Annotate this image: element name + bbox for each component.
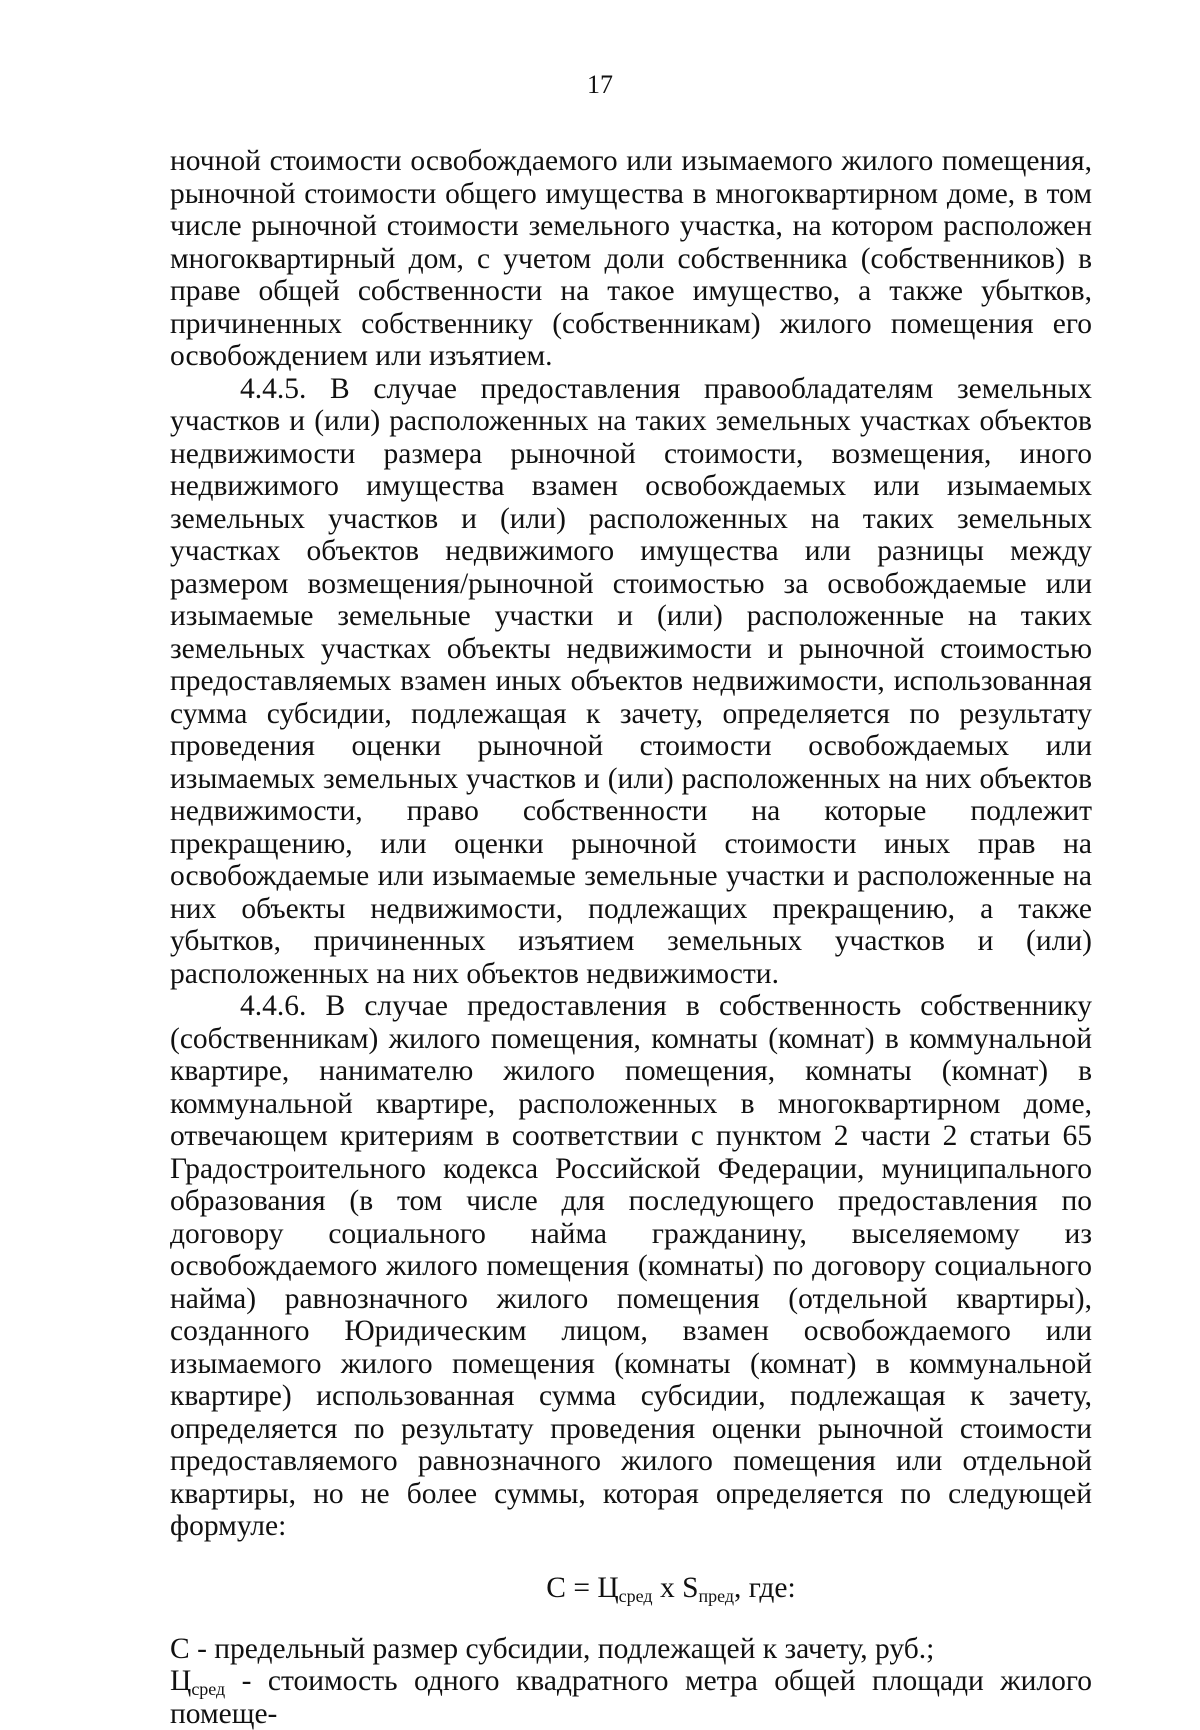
formula-mid: х S xyxy=(653,1572,699,1604)
definition-text: - стоимость одного квадратного метра общей площади жилого помеще- xyxy=(170,1665,1092,1730)
definition-symbol: С xyxy=(170,1633,190,1665)
formula-sub-pred: пред xyxy=(698,1586,734,1606)
formula-tail: , где: xyxy=(734,1572,796,1604)
definitions-list xyxy=(170,1633,1092,1730)
formula-lhs: С = Ц xyxy=(546,1572,618,1604)
paragraph-clause-4-4-5: 4.4.5. В случае предоставления правообладателям земельных участков и (или) расположенных на таких земельных участках объектов недвижимости размера рыночной стоимости, возмещения, иного недвижимого имущества взамен освобождаемых или изымаемых земельных участков и (или) расположенных на таких земельных участках объектов недвижимого имущества или разницы между размером возмещения/рыночной стоимостью за освобождаемые или изымаемые земельные участки и (или) расположенные на таких земельных участках объекты недвижимости и рыночной стоимостью предоставляемых взамен иных объектов недвижимости, использованная сумма субсидии, подлежащая к зачету, определяется по результату проведения оценки рыночной стоимости освобождаемых или изымаемых земельных участков и (или) расположенных на них объектов недвижимости, право собственности на которые подлежит прекращению, или оценки рыночной стоимости иных прав на освобождаемые или изымаемые земельные участки и расположенные на них объекты недвижимости, подлежащих прекращению, а также убытков, причиненных изъятием земельных участков и (или) расположенных на них объектов недвижимости. xyxy=(170,373,1092,991)
formula xyxy=(170,1571,1092,1605)
definition-symbol-sub: сред xyxy=(191,1679,225,1699)
formula-sub-sred: сред xyxy=(619,1586,653,1606)
document-body xyxy=(170,145,1092,1730)
paragraph-clause-4-4-6: 4.4.6. В случае предоставления в собственность собственнику (собственникам) жилого помещения, комнаты (комнат) в коммунальной квартире, нанимателю жилого помещения, комнаты (комнат) в коммунальной квартире, расположенных в многоквартирном доме, отвечающем критериям в соответствии с пунктом 2 части 2 статьи 65 Градостроительного кодекса Российской Федерации, муниципального образования (в том числе для последующего предоставления по договору социального найма гражданину, выселяемому из освобождаемого жилого помещения (комнаты) по договору социального найма) равнозначного жилого помещения (отдельной квартиры), созданного Юридическим лицом, взамен освобождаемого или изымаемого жилого помещения (комнаты (комнат) в коммунальной квартире) использованная сумма субсидии, подлежащая к зачету, определяется по результату проведения оценки рыночной стоимости предоставляемого равнозначного жилого помещения или отдельной квартиры, но не более суммы, которая определяется по следующей формуле: xyxy=(170,990,1092,1543)
paragraph-continuation: ночной стоимости освобождаемого или изымаемого жилого помещения, рыночной стоимости общего имущества в многоквартирном доме, в том числе рыночной стоимости земельного участка, на котором расположен многоквартирный дом, с учетом доли собственника (собственников) в праве общей собственности на такое имущество, а также убытков, причиненных собственнику (собственникам) жилого помещения его освобождением или изъятием. xyxy=(170,145,1092,373)
page-number: 17 xyxy=(0,70,1200,100)
definition-symbol: Ц xyxy=(170,1665,191,1697)
definition-text: - предельный размер субсидии, подлежащей к зачету, руб.; xyxy=(190,1633,935,1665)
definition-c xyxy=(170,1633,1092,1666)
